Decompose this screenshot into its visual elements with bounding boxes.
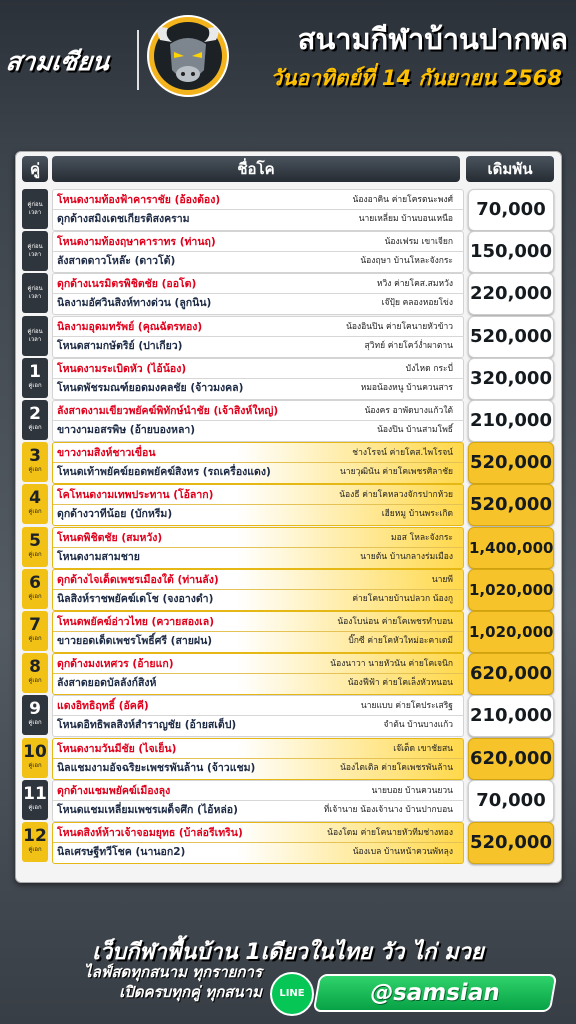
bet-amount: 70,000 — [468, 189, 554, 231]
table-row — [16, 230, 561, 272]
footer-subline-open: เปิดครบทุกคู่ ทุกสนาม — [119, 983, 262, 1001]
bull-owner: จำต้น บ้านบางแก้ว — [383, 720, 453, 731]
bull-name: นิลสิงห์ราชพยัคฆ์เดโช (จงอางดำ) — [57, 592, 214, 605]
pre-time-label: คู่ก่อนเวลา — [27, 285, 43, 301]
bet-amount: 520,000 — [468, 484, 554, 526]
bet-amount: 620,000 — [468, 653, 554, 695]
bet-amount: 150,000 — [468, 231, 554, 273]
table-row — [16, 357, 561, 399]
table-header — [16, 152, 561, 186]
line-icon[interactable] — [270, 972, 314, 1016]
pair-number — [22, 569, 48, 609]
pair-label: คู่เอก — [28, 803, 42, 811]
bull-owner: หวิง ค่ายโคส.สมหวัง — [376, 279, 453, 290]
column-header-bet: เดิมพัน — [466, 156, 554, 182]
bull-owner: น้องโดม ค่ายโคนายหัวทีมช่างทอง — [327, 828, 453, 838]
table-row — [16, 821, 561, 863]
bull-owner: น้องฤษา บ้านโหละจังกระ — [360, 256, 453, 267]
table-row — [16, 441, 561, 483]
bull-owner: นายวุฒินัน ค่ายโคเพชรศิลาชัย — [340, 467, 453, 478]
bet-amount: 320,000 — [468, 358, 554, 400]
bull-owner: บิ๊กซี ค่ายโคหัวใหม่อะคาเดมี — [348, 636, 453, 646]
footer-tagline: เว็บกีฬาพื้นบ้าน 1เดียวในไทย วัว ไก่ มวย — [92, 940, 484, 965]
bull-name: ลังสาดงามเขียวพยัคฆ์พิทักษ์นำชัย (เจ้าสิงห์ใหญ่) — [57, 405, 279, 417]
bull-owner: ช่างโรจน์ ค่ายโคส.ไพโรจน์ — [352, 448, 453, 459]
bull-name: โหนดงามท้องฤษาคาราทร (ท่านฤ) — [57, 236, 216, 249]
table-row — [16, 610, 561, 652]
bull-owner: มอส โหละจังกระ — [391, 532, 453, 543]
bull-owner: หมอน้องหนู บ้านควนสาร — [360, 382, 453, 393]
bull-pair — [52, 569, 464, 611]
bull-entry-red-corner — [57, 571, 457, 589]
bet-amount: 1,020,000 — [468, 569, 554, 611]
pair-number — [22, 484, 48, 524]
pair-number-value: 1 — [29, 361, 41, 382]
bull-entry-red-corner — [57, 529, 457, 547]
bull-owner: สุวิทย์ ค่ายโคว์ง่ำผาตาน — [364, 340, 453, 351]
line-handle-button[interactable]: @samsian — [313, 974, 558, 1012]
table-row — [16, 652, 561, 694]
footer — [0, 906, 576, 1024]
event-date: วันอาทิตย์ที่ 14 กันยายน 2568 — [270, 66, 562, 90]
bull-name: นิลแชมงามอัจฉริยะเพชรพันล้าน (จ้าวแชม) — [57, 761, 256, 774]
bull-name: โหนดพัชรมณฑ์ยอดมงคลชัย (จ้าวมงคล) — [57, 381, 244, 394]
bull-pair — [52, 189, 464, 231]
brand-divider — [137, 30, 139, 90]
bull-name: นิลงามอุดมทรัพย์ (คุณฉัตรทอง) — [57, 320, 203, 333]
match-table — [15, 151, 562, 883]
bull-pair — [52, 653, 464, 695]
bull-name: โหนดงามระเบิดหัว (ไอ้น้อง) — [57, 362, 187, 375]
pair-label: คู่เอก — [28, 635, 42, 642]
bull-owner: เจ๊ปุ้ย คลองหอยโข่ง — [381, 298, 453, 309]
pair-number — [22, 611, 48, 651]
bull-owner: น้องปิน บ้านสามโพธิ์ — [377, 425, 453, 435]
table-row — [16, 568, 561, 610]
bull-pair — [52, 695, 464, 737]
bull-owner: น้องคร อาพัดบางแก้วใต้ — [364, 406, 453, 416]
pair-number — [22, 738, 48, 778]
bull-entry-blue-corner — [57, 379, 457, 397]
table-row — [16, 483, 561, 525]
pre-time-label: คู่ก่อนเวลา — [27, 243, 43, 259]
bet-amount: 1,400,000 — [468, 527, 554, 569]
bull-pair — [52, 822, 464, 864]
bet-amount: 520,000 — [468, 822, 554, 864]
bull-entry-blue-corner — [57, 590, 457, 608]
pair-number-value: 5 — [29, 530, 41, 551]
bull-entry-red-corner — [57, 402, 457, 420]
table-row — [16, 779, 561, 821]
pair-label: คู่เอก — [28, 761, 42, 769]
bull-name: โหนดอิทธิพลสิงห์สำราญชัย (อ้ายสเต็ป) — [57, 719, 237, 732]
bull-name: แดงอิทธิฤทธิ์ (อัคคี) — [57, 700, 149, 713]
bull-entry-blue-corner — [57, 716, 457, 734]
bull-owner: นายแบบ ค่ายโคประเสริฐ — [360, 701, 453, 712]
bull-pair — [52, 273, 464, 315]
header — [0, 0, 576, 148]
bull-owner: น้องนาวา นายหัวนัน ค่ายโคเจนิก — [330, 659, 453, 670]
pair-number — [22, 189, 48, 229]
bull-pair — [52, 442, 464, 484]
bull-owner: นายบอย บ้านควนยวน — [371, 785, 453, 796]
bull-name: นิลงามอัศวินสิงห์ทางด่วน (ลูกนิน) — [57, 297, 212, 310]
pair-number — [22, 653, 48, 693]
pair-label: คู่เอก — [28, 677, 42, 685]
bull-entry-red-corner — [57, 275, 457, 293]
bull-pair — [52, 738, 464, 780]
bull-owner: นายต้น บ้านกลางร่มเมือง — [360, 551, 453, 562]
bull-entry-red-corner — [57, 697, 457, 715]
bull-owner: น้องอินปิน ค่ายโคนายหัวข้าว — [346, 321, 453, 332]
bull-name: ดุกด้างไจเด็ดเพชรเมืองใต้ (ท่านลัง) — [57, 573, 219, 586]
bull-entry-blue-corner — [57, 801, 457, 819]
table-row — [16, 737, 561, 779]
bull-name: โหนดงามสามชาย — [57, 550, 140, 563]
pair-number — [22, 822, 48, 862]
bull-owner: ที่เจ้านาย น้องเจ้านาง บ้านปากบอน — [323, 804, 453, 815]
bull-entry-blue-corner — [57, 843, 457, 861]
pair-label: คู่เอก — [28, 719, 42, 727]
pair-number — [22, 273, 48, 313]
bull-owner: เฮียหมู บ้านพระเกิด — [381, 509, 453, 520]
bet-amount: 70,000 — [468, 780, 554, 822]
bull-entry-red-corner — [57, 613, 457, 631]
bet-amount: 210,000 — [468, 400, 554, 442]
pair-number-value: 11 — [23, 783, 47, 804]
bull-name: นิลเศรษฐีทวีโชค (นานอก2) — [57, 846, 186, 858]
pre-time-label: คู่ก่อนเวลา — [27, 327, 43, 343]
bull-entry-blue-corner — [57, 463, 457, 481]
bull-entry-blue-corner — [57, 337, 457, 355]
bull-owner: ค่ายโคนายบ้านปลวก น้องกู — [352, 593, 453, 604]
bull-entry-red-corner — [57, 233, 457, 251]
bull-pair — [52, 400, 464, 442]
pair-number — [22, 527, 48, 567]
pair-number-value: 9 — [29, 699, 41, 720]
pair-number-value: 6 — [29, 572, 41, 593]
pair-label: คู่เอก — [28, 592, 42, 600]
bull-name: โหนดสิงห์ห้าวเจ้าจอมยุทธ (บ้าล่อรีเทริน) — [57, 827, 243, 839]
bull-pair — [52, 527, 464, 569]
bet-amount: 220,000 — [468, 273, 554, 315]
table-row — [16, 315, 561, 357]
bet-amount: 520,000 — [468, 316, 554, 358]
pair-label: คู่เอก — [28, 466, 42, 474]
pair-number-value: 8 — [29, 657, 41, 678]
bull-name: ลังสาดดาวโหล๊ะ (ดาวโต้) — [57, 255, 176, 268]
pair-number — [22, 400, 48, 440]
bull-pair — [52, 484, 464, 526]
pair-number — [22, 442, 48, 482]
pair-label: คู่เอก — [28, 846, 42, 853]
line-label: LINE — [279, 988, 305, 999]
bull-owner: น้องธี ค่ายโคหลวงจักรปากห้วย — [339, 490, 453, 501]
bull-owner: น้องไตเติล ค่ายโคเพชรพันล้าน — [340, 762, 453, 773]
column-header-pair: คู่ — [22, 156, 48, 182]
bull-name: โหนดเท้าพยัคฆ์ยอดพยัคฆ์สิงหร (รถเครื่องแดง) — [57, 466, 271, 479]
pair-number-value: 10 — [23, 741, 47, 762]
bull-pair — [52, 358, 464, 400]
bull-entry-blue-corner — [57, 421, 457, 439]
bet-amount: 1,020,000 — [468, 611, 554, 653]
bull-name: โหนดพยัคฆ์อ่าวไทย (ควายสองเล) — [57, 616, 214, 628]
bull-name: โหนดแชมเหลี่ยมเพชรเผด็จศึก (ไอ้หล่อ) — [57, 803, 238, 816]
bull-entry-blue-corner — [57, 674, 457, 692]
bull-entry-red-corner — [57, 360, 457, 378]
pair-label: คู่เอก — [28, 381, 42, 389]
bull-entry-blue-corner — [57, 632, 457, 650]
bull-owner: น้องเฟรม เขาเจียก — [384, 237, 453, 248]
pair-number-value: 2 — [29, 404, 41, 424]
bet-amount: 210,000 — [468, 695, 554, 737]
pair-number — [22, 358, 48, 398]
pair-number-value: 7 — [29, 615, 41, 635]
bull-name: โหนดพิชิตชัย (สมหวัง) — [57, 531, 163, 544]
brand-logo: สามเซียน — [4, 47, 111, 76]
pair-label: คู่เอก — [28, 508, 42, 516]
pair-label: คู่เอก — [28, 550, 42, 558]
bull-owner: บังไหด กระบี่ — [405, 363, 453, 374]
pair-number-value: 3 — [29, 446, 41, 467]
bull-entry-red-corner — [57, 318, 457, 336]
pre-time-label: คู่ก่อนเวลา — [27, 201, 43, 216]
bull-entry-blue-corner — [57, 294, 457, 312]
bull-name: ขาวยอดเด็ดเพชรโพธิ์ศรี (สายฝน) — [57, 635, 213, 647]
pair-label: คู่เอก — [28, 424, 42, 431]
bull-owner: นายเหลี่ยม บ้านบอนเหนือ — [358, 214, 453, 224]
bull-name: โคโหนดงามเทพประทาน (โอ้ลาก) — [57, 489, 214, 502]
bull-entry-red-corner — [57, 740, 457, 758]
bull-name: ขาวงามสิงห์ชาวเขื่อน — [57, 447, 156, 460]
bull-entry-blue-corner — [57, 252, 457, 270]
bull-pair — [52, 231, 464, 273]
bull-name: ขาวงามอสรพิษ (อ้ายบองหลา) — [57, 424, 196, 436]
table-row — [16, 399, 561, 441]
bull-owner: น้องเบล บ้านหน้าควนพัทลุง — [352, 847, 453, 857]
bull-name: ดุกด้างวาทีน้อย (บักหรีม) — [57, 508, 173, 521]
bull-entry-blue-corner — [57, 548, 457, 566]
bull-entry-red-corner — [57, 824, 457, 842]
bull-entry-red-corner — [57, 782, 457, 800]
bull-owner: นายพี — [431, 574, 453, 585]
page-title: สนามกีฬาบ้านปากพล — [297, 22, 568, 56]
bull-entry-blue-corner — [57, 505, 457, 523]
bull-entry-red-corner — [57, 444, 457, 462]
pair-number — [22, 316, 48, 356]
bull-owner: น้องฟีฟ้า ค่ายโคเล็งหัวหนอน — [347, 678, 453, 689]
bull-entry-red-corner — [57, 486, 457, 504]
bull-entry-blue-corner — [57, 759, 457, 777]
bull-owner: น้องโบน่อน ค่ายโคเพชรทำบอน — [337, 617, 453, 627]
footer-subline-live: ไลฟ์สดทุกสนาม ทุกรายการ — [84, 963, 262, 981]
pair-number — [22, 780, 48, 820]
column-header-bull-name: ชื่อโค — [52, 156, 460, 182]
bull-name: ดุกด้างเนรมิตรพิชิตชัย (ออโต) — [57, 278, 197, 291]
bet-amount: 620,000 — [468, 738, 554, 780]
bull-name: ลังสาดยอดบัลลังก์สิงห์ — [57, 677, 157, 690]
bull-name: โหนดงามท้องฟ้าคาราชัย (อ้องต้อง) — [57, 194, 221, 206]
pair-number — [22, 695, 48, 735]
pair-number — [22, 231, 48, 271]
bull-owner: เจ๊เต็ด เขาชัยสน — [393, 743, 453, 754]
bull-owner: น้องอาคิน ค่ายโครตนะพงศ์ — [352, 195, 453, 205]
bull-name: ดุกด้างสมิงเดชเกียรติสงคราม — [57, 213, 190, 225]
bull-name: ดุกด้างแชมพยัคฆ์เมืองลุง — [57, 784, 171, 797]
bull-entry-red-corner — [57, 655, 457, 673]
bull-name: โหนดงามวันมีชัย (ไจเย็น) — [57, 742, 177, 755]
table-row — [16, 188, 561, 230]
bull-pair — [52, 316, 464, 358]
bull-entry-red-corner — [57, 191, 457, 209]
bull-entry-blue-corner — [57, 210, 457, 228]
bull-name: โหนดสามกษัตริย์ (ปาเกียว) — [57, 339, 183, 352]
bull-name: ดุกด้างมงเหศวร (อ้ายแก) — [57, 658, 174, 671]
table-row — [16, 694, 561, 736]
bull-pair — [52, 611, 464, 653]
bull-pair — [52, 780, 464, 822]
table-row — [16, 272, 561, 314]
table-row — [16, 526, 561, 568]
bet-amount: 520,000 — [468, 442, 554, 484]
pair-number-value: 4 — [29, 488, 41, 509]
pair-number-value: 12 — [23, 826, 47, 846]
bull-mascot-icon — [146, 14, 230, 98]
